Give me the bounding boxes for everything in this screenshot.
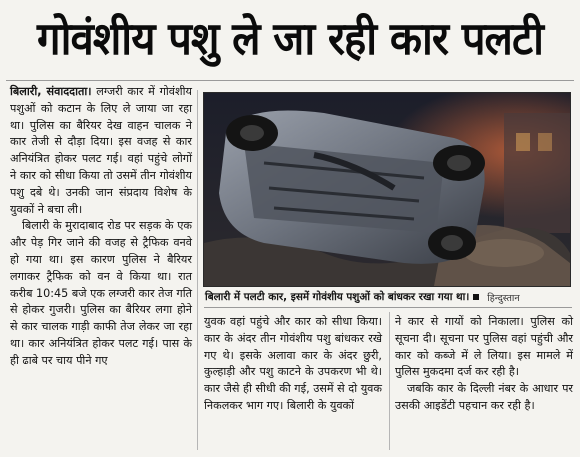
overturned-car-photo xyxy=(204,93,570,286)
caption-bullet-icon xyxy=(473,294,479,300)
left-paragraph-1 xyxy=(10,84,192,218)
middle-paragraph: युवक वहां पहुंचे और कार को सीधा किया। कार के अंदर तीन गोवंशीय पशु बांधकर रखे गए थे। इसके अलावा कार के अंदर छुरी, कुल्हाड़ी और पशु काटने के उपकरण भी थे। कार जैसे ही सीधी की गई, उसमें से दो युवक निकलकर भाग गए। बिलारी के युवकों xyxy=(204,315,382,412)
photo-credit: हिन्दुस्तान xyxy=(487,292,520,304)
right-paragraph-2: जबकि कार के दिल्ली नंबर के आधार पर उसकी आइडेंटी पहचान कर रही है। xyxy=(395,382,573,412)
news-photo xyxy=(203,92,571,287)
column-divider-right xyxy=(389,312,390,450)
headline: गोवंशीय पशु ले जा रही कार पलटी xyxy=(37,11,543,65)
left-paragraph-1-text: लग्जरी कार में गोवंशीय पशुओं को कटान के लिए ले जाया जा रहा था। पुलिस का बैरियर देख वाहन चालक ने कार तेजी से दौड़ा दिया। इस वजह से कार अनियंत्रित होकर पलट गई। वहां पहुंचे लोगों ने कार को सीधा किया तो उसमें तीन गोवंशीय पशु दबे थे। उनकी जान संप्रदाय विशेष के युवकों ने बचा ली। xyxy=(10,85,192,216)
left-column xyxy=(10,84,192,370)
right-column xyxy=(395,314,573,415)
photo-caption xyxy=(205,289,571,305)
column-divider-left xyxy=(197,90,198,450)
right-paragraph-1: ने कार से गायों को निकाला। पुलिस को सूचना दी। सूचना पर पुलिस वहां पहुंची और कार को कब्जे में ले लिया। इस मामले में पुलिस मुकदमा दर्ज कर रही है। xyxy=(395,315,573,379)
caption-divider xyxy=(204,307,572,308)
headline-divider xyxy=(6,80,574,81)
caption-text: बिलारी में पलटी कार, इसमें गोवंशीय पशुओं को बांधकर रखा गया था। xyxy=(205,291,470,303)
left-paragraph-2: बिलारी के मुरादाबाद रोड पर सड़क के एक और पेड़ गिर जाने की वजह से ट्रैफिक वनवे हो गया था। इस कारण पुलिस ने बैरियर लगाकर ट्रैफिक को वन वे किया था। रात करीब 10:45 बजे एक लग्जरी कार तेज गति से होकर गुजरी। पुलिस का बैरियर लगा होने से कार चालक गाड़ी काफी तेज लेकर जा रहा था। कार अनियंत्रित होकर पलट गई। पास के ही ढाबे पर चाय पीने गए xyxy=(10,219,192,367)
dateline: बिलारी, संवाददाता। xyxy=(10,85,92,98)
middle-column xyxy=(204,314,382,415)
